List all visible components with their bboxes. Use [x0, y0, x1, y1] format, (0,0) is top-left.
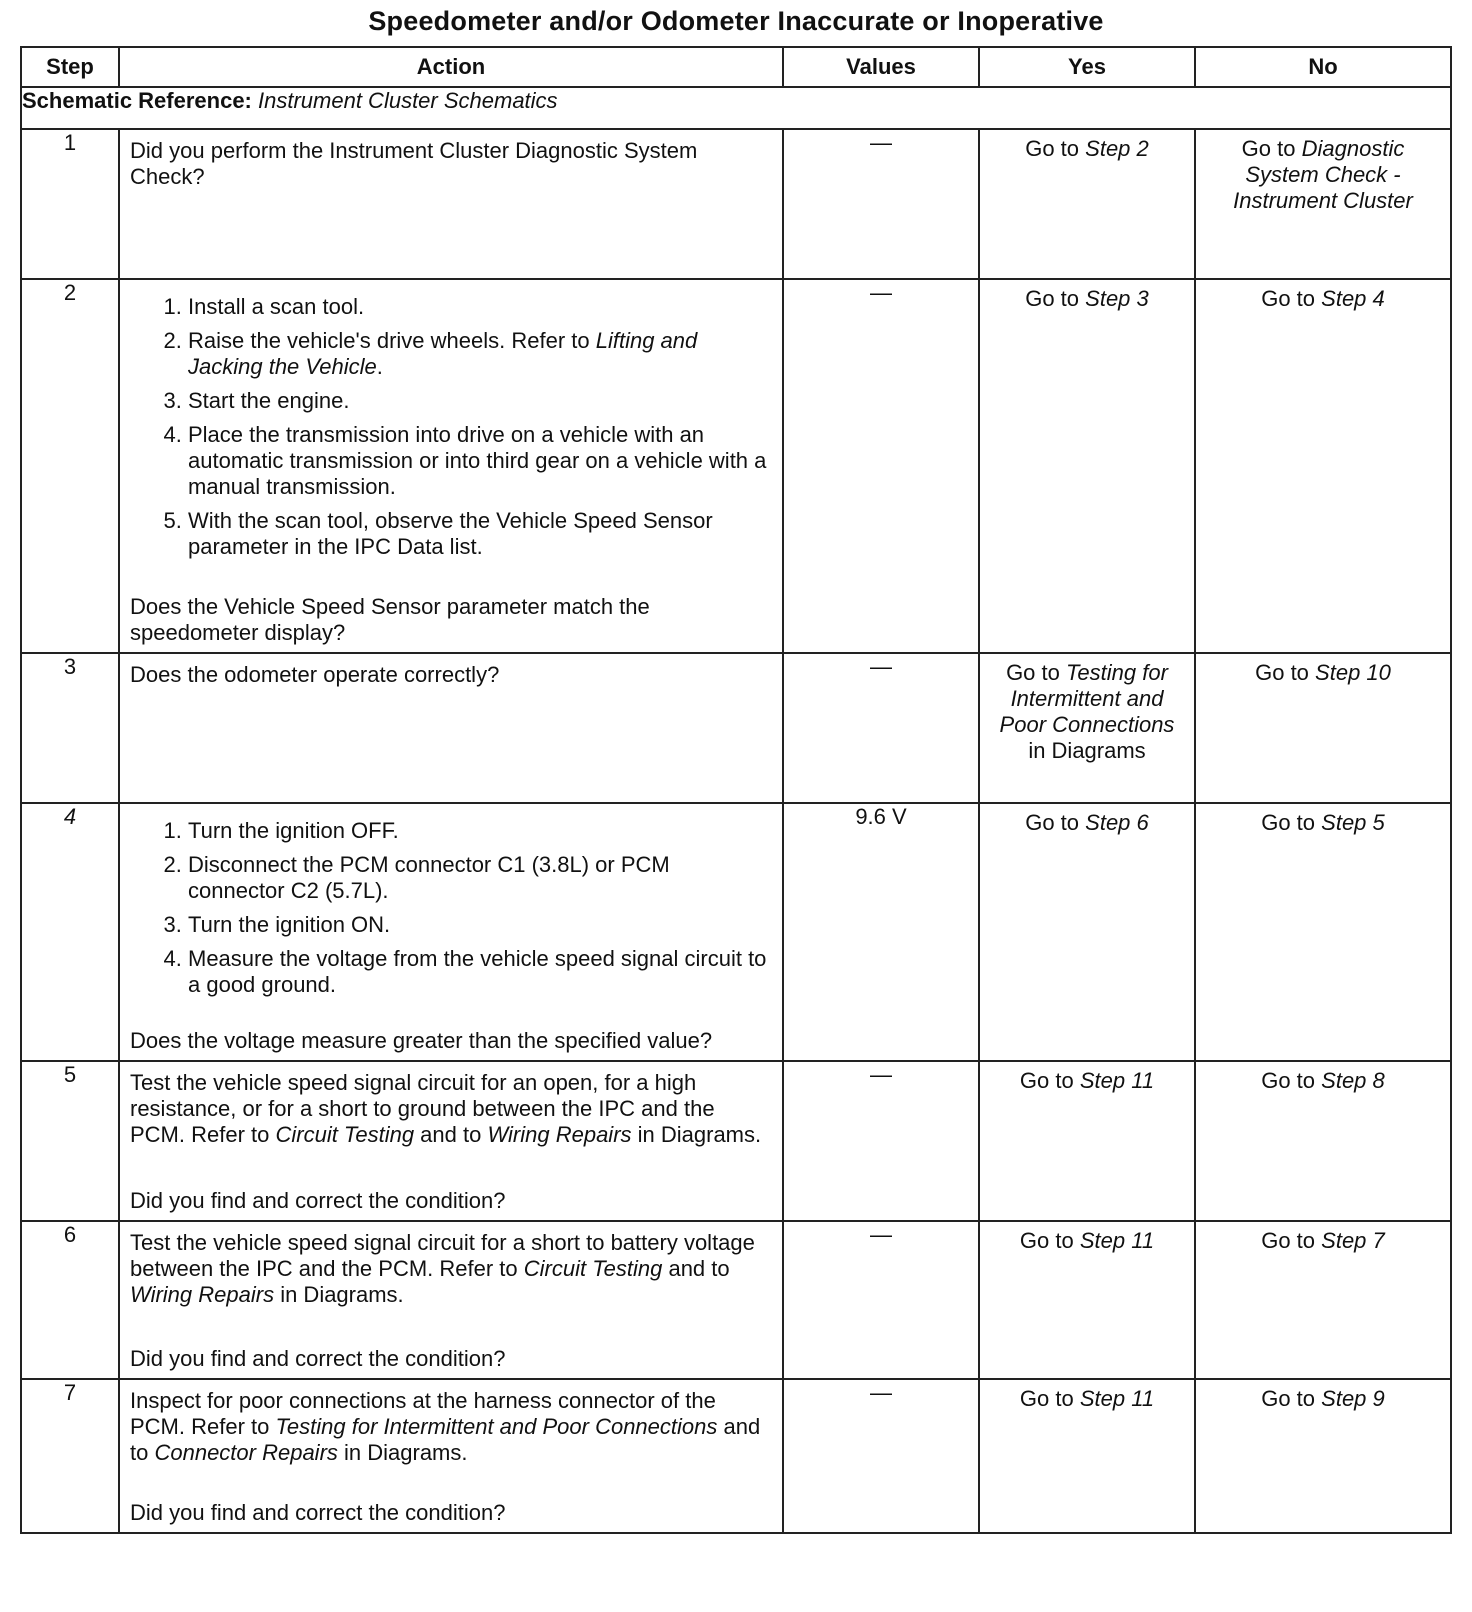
goto-prefix: Go to: [1019, 1068, 1074, 1093]
goto-prefix: Go to: [1255, 660, 1309, 685]
step-number: 1: [21, 129, 119, 279]
goto-prefix: Go to: [1025, 136, 1080, 161]
goto-line: [1255, 660, 1391, 686]
table-row: [21, 279, 1451, 653]
goto-line: [1204, 136, 1442, 214]
instruction-text: in Diagrams.: [274, 1282, 404, 1307]
step-number: 2: [21, 279, 119, 653]
goto-prefix: Go to: [1025, 286, 1080, 311]
page-title: Speedometer and/or Odometer Inaccurate or Inoperative: [368, 6, 1104, 36]
table-row: [21, 1221, 1451, 1379]
instruction-text: and to: [130, 1414, 761, 1465]
action-question: Does the voltage measure greater than the specified value?: [130, 1028, 713, 1053]
step-number: 6: [21, 1221, 119, 1379]
goto-target-link[interactable]: Testing for Intermittent and Poor Connections: [999, 660, 1175, 737]
step-number: 3: [21, 653, 119, 803]
goto-target-link[interactable]: Step 11: [1079, 1068, 1155, 1093]
action-content: [120, 130, 782, 278]
action-body: [130, 1388, 768, 1466]
no-cell: [1195, 279, 1451, 653]
action-body: [130, 288, 768, 568]
yes-result: [980, 130, 1194, 168]
goto-prefix: Go to: [1261, 1228, 1316, 1253]
yes-cell: [979, 1221, 1195, 1379]
goto-line: [1025, 136, 1149, 162]
goto-prefix: Go to: [1006, 660, 1060, 685]
action-content: [120, 280, 782, 652]
action-cell: [119, 1221, 783, 1379]
no-cell: [1195, 129, 1451, 279]
instruction-text: and to: [662, 1256, 730, 1281]
goto-prefix: Go to: [1261, 810, 1316, 835]
action-cell: [119, 129, 783, 279]
list-item: 4. Place the transmission into drive on a vehicle with an automatic transmission or into third gear on a vehicle with a manual transmission.: [188, 422, 768, 500]
goto-target-link[interactable]: Step 10: [1315, 660, 1391, 685]
no-result: [1196, 654, 1450, 692]
action-instructions: [130, 1230, 768, 1308]
goto-target-link[interactable]: Diagnostic System Check - Instrument Cluster: [1233, 136, 1413, 213]
instruction-text: Test the vehicle speed signal circuit for an open, for a high resistance, or for a short to ground between the IPC and the PCM. Refer to: [130, 1070, 715, 1147]
list-item-text: .: [376, 354, 383, 379]
reference-link[interactable]: Lifting and Jacking the Vehicle: [188, 328, 698, 379]
no-cell: [1195, 1061, 1451, 1221]
values-cell: 9.6 V: [783, 803, 979, 1061]
table-header-row: [21, 47, 1451, 87]
goto-prefix: Go to: [1025, 810, 1080, 835]
goto-target-link[interactable]: Step 6: [1085, 810, 1149, 835]
no-result: [1196, 130, 1450, 220]
goto-prefix: Go to: [1241, 136, 1296, 161]
reference-link[interactable]: Testing for Intermittent and Poor Connections: [275, 1414, 718, 1439]
no-result: [1196, 804, 1450, 842]
list-item: 3. Turn the ignition ON.: [188, 912, 768, 938]
yes-result: [980, 280, 1194, 318]
yes-cell: [979, 279, 1195, 653]
instruction-text: in Diagrams.: [631, 1122, 762, 1147]
goto-prefix: Go to: [1261, 286, 1316, 311]
goto-prefix: Go to: [1019, 1386, 1074, 1411]
goto-target-link[interactable]: Step 8: [1321, 1068, 1385, 1093]
goto-target-link[interactable]: Step 7: [1321, 1228, 1385, 1253]
goto-prefix: Go to: [1261, 1386, 1316, 1411]
schematic-reference-row: [21, 87, 1451, 129]
yes-cell: [979, 129, 1195, 279]
step-number: 4: [21, 803, 119, 1061]
table-row: [21, 803, 1451, 1061]
goto-line: [1025, 286, 1149, 312]
goto-prefix: Go to: [1019, 1228, 1074, 1253]
list-item: 1. Turn the ignition OFF.: [188, 818, 768, 844]
values-cell: —: [783, 1221, 979, 1379]
goto-target-link[interactable]: Step 2: [1085, 136, 1149, 161]
schematic-reference-link: Instrument Cluster Schematics: [258, 88, 558, 113]
list-item: 3. Start the engine.: [188, 388, 768, 414]
action-body: [130, 812, 768, 1006]
table-row: [21, 1061, 1451, 1221]
goto-line: [988, 660, 1186, 738]
action-cell: [119, 653, 783, 803]
goto-line: [1020, 1386, 1154, 1412]
list-item: 4. Measure the voltage from the vehicle speed signal circuit to a good ground.: [188, 946, 768, 998]
reference-link[interactable]: Circuit Testing: [275, 1122, 415, 1147]
action-question: Did you find and correct the condition?: [130, 1346, 506, 1371]
values-cell: —: [783, 279, 979, 653]
reference-link[interactable]: Connector Repairs: [154, 1440, 338, 1465]
list-item: 5. With the scan tool, observe the Vehicle Speed Sensor parameter in the IPC Data list.: [188, 508, 768, 560]
list-item-text: Raise the vehicle's drive wheels. Refer to: [188, 328, 596, 353]
action-cell: [119, 1061, 783, 1221]
goto-line: [1261, 1386, 1385, 1412]
action-question: Did you find and correct the condition?: [130, 1500, 506, 1525]
goto-line: [1261, 1068, 1385, 1094]
action-cell: [119, 803, 783, 1061]
values-cell: —: [783, 1061, 979, 1221]
action-content: [120, 1380, 782, 1532]
no-cell: [1195, 1221, 1451, 1379]
action-steps-list: [130, 294, 768, 560]
goto-target-link[interactable]: Step 9: [1321, 1386, 1385, 1411]
list-item: 2. Disconnect the PCM connector C1 (3.8L) or PCM connector C2 (5.7L).: [188, 852, 768, 904]
action-question: Does the odometer operate correctly?: [130, 662, 500, 687]
no-result: [1196, 280, 1450, 318]
goto-line: [1261, 286, 1385, 312]
no-cell: [1195, 653, 1451, 803]
action-body: [130, 1070, 768, 1148]
column-header-action: Action: [119, 47, 783, 87]
column-header-values: Values: [783, 47, 979, 87]
action-instructions: [130, 1070, 768, 1148]
reference-link[interactable]: Wiring Repairs: [130, 1282, 275, 1307]
action-steps-list: [130, 818, 768, 998]
goto-prefix: Go to: [1261, 1068, 1316, 1093]
schematic-reference-label: Schematic Reference:: [22, 88, 252, 113]
goto-target-link[interactable]: Step 11: [1079, 1386, 1155, 1411]
instruction-text: and to: [414, 1122, 488, 1147]
goto-target-link[interactable]: Step 3: [1085, 286, 1149, 311]
action-body: [130, 1230, 768, 1308]
action-content: [120, 1062, 782, 1220]
column-header-yes: Yes: [979, 47, 1195, 87]
goto-target-link[interactable]: Step 4: [1321, 286, 1385, 311]
goto-target-link[interactable]: Step 11: [1079, 1228, 1155, 1253]
goto-target-link[interactable]: Step 5: [1321, 810, 1385, 835]
goto-line: [1020, 1228, 1154, 1254]
reference-link[interactable]: Wiring Repairs: [487, 1122, 632, 1147]
no-result: [1196, 1380, 1450, 1418]
yes-cell: [979, 1061, 1195, 1221]
goto-suffix: in Diagrams: [1028, 738, 1146, 763]
action-question: Did you perform the Instrument Cluster Diagnostic System Check?: [130, 138, 698, 189]
action-instructions: [130, 1388, 768, 1466]
table-row: [21, 129, 1451, 279]
goto-line: [1025, 810, 1149, 836]
yes-result: [980, 1222, 1194, 1260]
yes-cell: [979, 1379, 1195, 1533]
action-content: [120, 1222, 782, 1378]
instruction-text: Test the vehicle speed signal circuit for a short to battery voltage between the IPC and the PCM. Refer to: [130, 1230, 755, 1281]
yes-result: [980, 1380, 1194, 1418]
action-content: [120, 654, 782, 802]
no-result: [1196, 1222, 1450, 1260]
step-number: 7: [21, 1379, 119, 1533]
yes-result: [980, 1062, 1194, 1100]
yes-result: [980, 804, 1194, 842]
action-cell: [119, 279, 783, 653]
instruction-text: in Diagrams.: [337, 1440, 468, 1465]
list-item: [188, 328, 768, 380]
yes-cell: [979, 653, 1195, 803]
reference-link[interactable]: Circuit Testing: [523, 1256, 663, 1281]
column-header-no: No: [1195, 47, 1451, 87]
values-cell: —: [783, 653, 979, 803]
table-row: [21, 1379, 1451, 1533]
values-cell: —: [783, 129, 979, 279]
goto-line: [1020, 1068, 1154, 1094]
values-cell: —: [783, 1379, 979, 1533]
goto-line: [1261, 1228, 1385, 1254]
table-row: [21, 653, 1451, 803]
action-question: Did you find and correct the condition?: [130, 1188, 506, 1213]
column-header-step: Step: [21, 47, 119, 87]
list-item: 1. Install a scan tool.: [188, 294, 768, 320]
goto-line: [1261, 810, 1385, 836]
yes-cell: [979, 803, 1195, 1061]
step-number: 5: [21, 1061, 119, 1221]
diagnostic-table: [20, 46, 1452, 1534]
no-result: [1196, 1062, 1450, 1100]
schematic-reference-cell: [21, 87, 1451, 129]
instruction-text: Inspect for poor connections at the harness connector of the PCM. Refer to: [130, 1388, 716, 1439]
action-question: Does the Vehicle Speed Sensor parameter match the speedometer display?: [130, 594, 650, 645]
yes-result: [980, 654, 1194, 770]
action-content: [120, 804, 782, 1060]
no-cell: [1195, 1379, 1451, 1533]
no-cell: [1195, 803, 1451, 1061]
action-cell: [119, 1379, 783, 1533]
